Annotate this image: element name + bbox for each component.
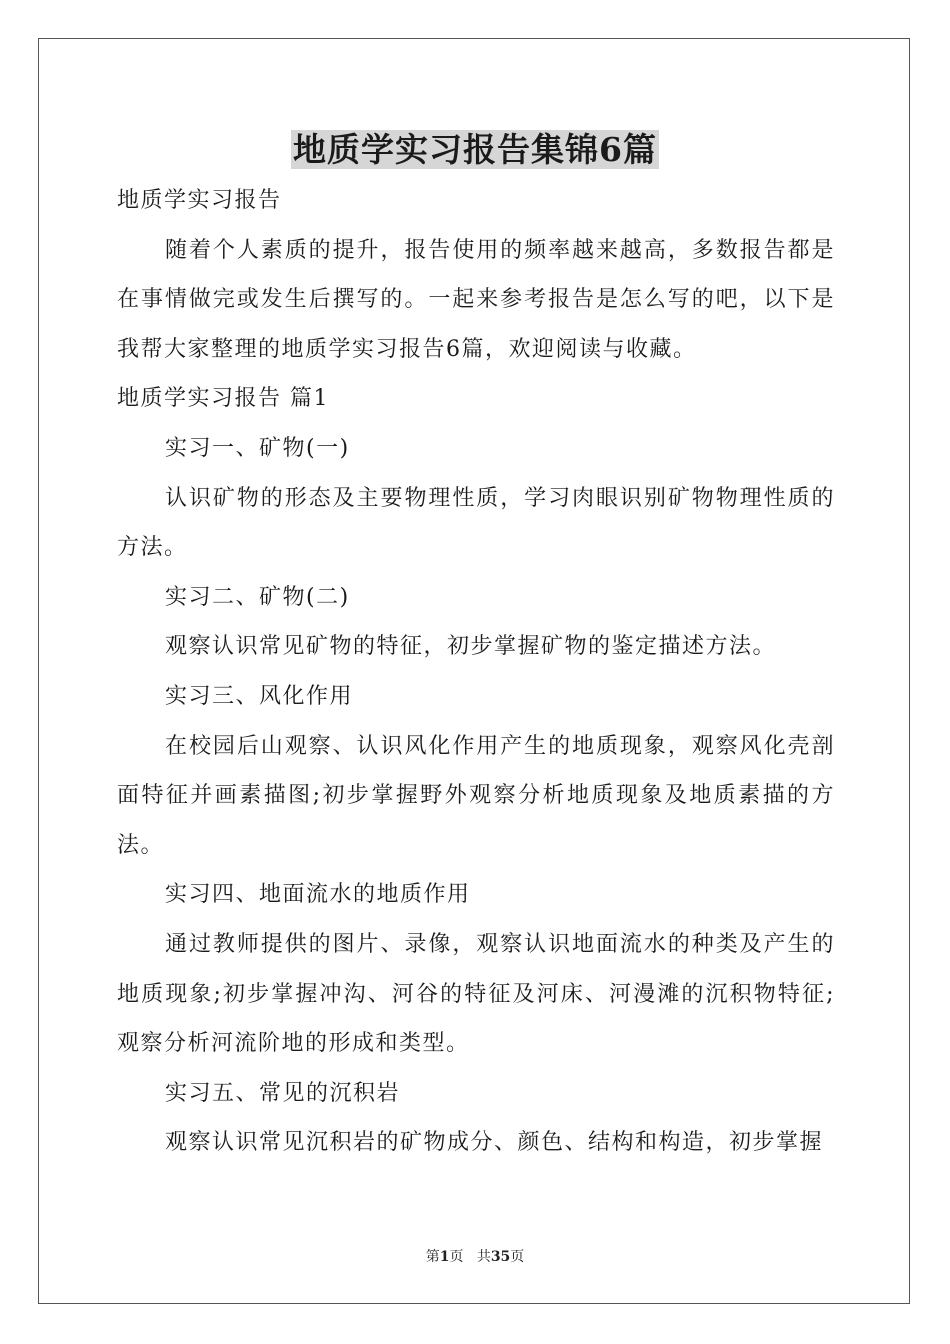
total-pages: 35	[490, 1249, 511, 1265]
paragraph: 认识矿物的形态及主要物理性质，学习肉眼识别矿物物理性质的方法。	[117, 485, 835, 561]
paragraph: 实习二、矿物(二)	[165, 584, 350, 610]
paragraph: 在校园后山观察、认识风化作用产生的地质现象，观察风化壳剖面特征并画素描图;初步掌握野外观察分析地质现象及地质素描的方法。	[117, 733, 835, 858]
paragraph: 观察认识常见沉积岩的矿物成分、颜色、结构和构造，初步掌握	[165, 1130, 824, 1156]
page-footer	[0, 1246, 950, 1266]
footer-total-prefix: 共	[476, 1249, 491, 1265]
paragraph: 随着个人素质的提升，报告使用的频率越来越高，多数报告都是在事情做完或发生后撰写的。一起来参考报告是怎么写的吧，以下是我帮大家整理的地质学实习报告6篇，欢迎阅读与收藏。	[117, 237, 835, 362]
paragraph: 实习五、常见的沉积岩	[165, 1080, 401, 1106]
title-text: 地质学实习报告集锦6篇	[293, 130, 657, 169]
section-heading: 地质学实习报告 篇1	[117, 386, 329, 412]
paragraph: 实习三、风化作用	[165, 683, 354, 709]
paragraph: 实习一、矿物(一)	[165, 435, 350, 461]
paragraph: 实习四、地面流水的地质作用	[165, 882, 471, 908]
page-number: 1	[439, 1249, 450, 1265]
document-body	[117, 176, 835, 1168]
footer-page-suffix: 页	[449, 1249, 464, 1265]
paragraph: 地质学实习报告	[117, 188, 282, 213]
footer-prefix: 第	[425, 1249, 440, 1265]
paragraph: 通过教师提供的图片、录像，观察认识地面流水的种类及产生的地质现象;初步掌握冲沟、河谷的特征及河床、河漫滩的沉积物特征;观察分析河流阶地的形成和类型。	[117, 931, 835, 1057]
paragraph: 观察认识常见矿物的特征，初步掌握矿物的鉴定描述方法。	[165, 634, 777, 660]
document-title	[0, 126, 950, 174]
footer-total-suffix: 页	[510, 1249, 525, 1265]
